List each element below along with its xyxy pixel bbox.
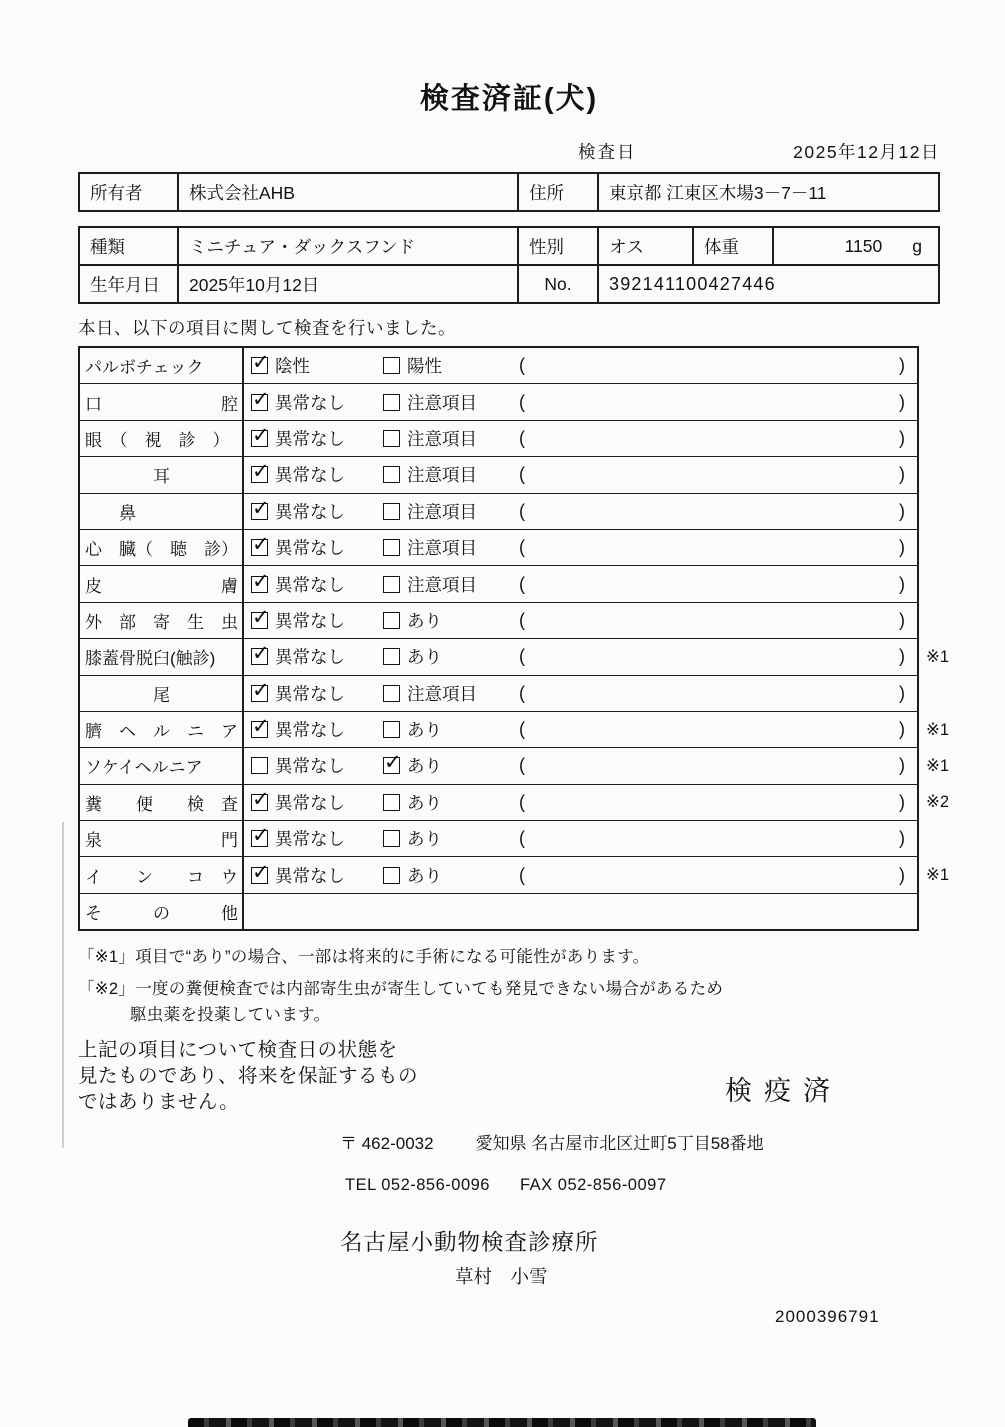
checkbox[interactable] xyxy=(251,539,268,556)
remarks-field xyxy=(511,719,917,740)
option-label: 異常なし xyxy=(275,792,345,813)
checkbox[interactable] xyxy=(251,830,268,847)
weight-cell xyxy=(772,228,938,264)
row-note: ※1 xyxy=(926,647,950,666)
checklist-row xyxy=(80,383,917,419)
remarks-field xyxy=(511,464,917,485)
option-label: あり xyxy=(407,720,442,741)
checkbox[interactable] xyxy=(251,648,268,665)
option-2 xyxy=(376,863,511,888)
checklist-row xyxy=(80,529,917,565)
checklist-row xyxy=(80,565,917,601)
remarks-field xyxy=(511,501,917,522)
option-label: 注意項目 xyxy=(407,538,477,559)
checklist-row xyxy=(80,638,950,674)
checkbox[interactable] xyxy=(383,757,400,774)
disclaimer-line: ではありません。 xyxy=(78,1091,240,1114)
option-label: 異常なし xyxy=(275,392,345,413)
option-label: 異常なし xyxy=(275,465,345,486)
remarks-field xyxy=(511,428,917,449)
sex-value: オス xyxy=(597,228,692,264)
paren-close: ) xyxy=(899,500,905,521)
address-label: 住所 xyxy=(517,174,597,210)
number-label: No. xyxy=(517,264,597,302)
paren-open: ( xyxy=(519,464,525,485)
item-name: そ の 他 xyxy=(80,894,244,929)
option-2 xyxy=(376,826,511,851)
checklist-table xyxy=(78,346,950,931)
option-2 xyxy=(376,462,511,487)
option-label: あり xyxy=(407,756,442,777)
remarks-field xyxy=(511,683,917,704)
checklist-row xyxy=(80,675,917,711)
checkbox[interactable] xyxy=(383,430,400,447)
item-name: 皮 膚 xyxy=(80,566,244,601)
item-name: 鼻 xyxy=(80,494,244,529)
item-name: 尾 xyxy=(80,676,244,711)
option-label: 異常なし xyxy=(275,428,345,449)
option-label: 異常なし xyxy=(275,683,345,704)
option-2 xyxy=(376,790,511,815)
pet-table xyxy=(78,226,940,304)
checkbox[interactable] xyxy=(383,830,400,847)
option-label: 陽性 xyxy=(407,356,442,377)
option-label: あり xyxy=(407,865,442,886)
inspection-date-value: 2025年12月12日 xyxy=(793,142,940,162)
owner-label: 所有者 xyxy=(90,182,143,203)
clinic-address-line xyxy=(340,1129,940,1154)
option-label: 注意項目 xyxy=(407,683,477,704)
option-label: 異常なし xyxy=(275,720,345,741)
checkbox[interactable] xyxy=(383,357,400,374)
checkbox[interactable] xyxy=(251,503,268,520)
sex-label: 性別 xyxy=(517,228,597,264)
paren-open: ( xyxy=(519,355,525,376)
paren-close: ) xyxy=(899,573,905,594)
checklist-row xyxy=(80,820,917,856)
item-name: 外 部 寄 生 虫 xyxy=(80,603,244,638)
checkbox[interactable] xyxy=(383,867,400,884)
footnote-1: 「※1」項目で“あり”の場合、一部は将来的に手術になる可能性があります。 xyxy=(78,948,650,967)
checkbox[interactable] xyxy=(251,757,268,774)
breed-value: ミニチュア・ダックスフンド xyxy=(177,228,517,264)
paren-close: ) xyxy=(899,355,905,376)
item-name: 糞 便 検 査 xyxy=(80,785,244,820)
option-label: あり xyxy=(407,792,442,813)
item-name: 臍 ヘ ル ニ ア xyxy=(80,712,244,747)
checkbox[interactable] xyxy=(251,466,268,483)
item-name: ソケイヘルニア xyxy=(80,748,244,783)
item-name: 眼 （ 視 診 ） xyxy=(80,421,244,456)
option-1 xyxy=(244,572,376,597)
option-1 xyxy=(244,681,376,706)
option-label: 異常なし xyxy=(275,538,345,559)
remarks-field xyxy=(511,537,917,558)
option-1 xyxy=(244,753,376,778)
paren-open: ( xyxy=(519,828,525,849)
weight-unit: g xyxy=(912,235,922,256)
checkbox[interactable] xyxy=(251,612,268,629)
option-label: 注意項目 xyxy=(407,574,477,595)
checkbox[interactable] xyxy=(383,576,400,593)
address-value: 東京都 江東区木場3－7－11 xyxy=(597,174,938,210)
option-label: 注意項目 xyxy=(407,392,477,413)
number-value: 392141100427446 xyxy=(597,264,938,302)
item-name: 耳 xyxy=(80,457,244,492)
paren-open: ( xyxy=(519,500,525,521)
option-label: 注意項目 xyxy=(407,501,477,522)
clinic-phone-line xyxy=(345,1176,940,1195)
postal-code: 〒 462-0032 xyxy=(340,1134,434,1154)
option-1 xyxy=(244,790,376,815)
checklist-row xyxy=(80,784,950,820)
option-label: 異常なし xyxy=(275,574,345,595)
footnote-2: 「※2」一度の糞便検査では内部寄生虫が寄生していても発見できない場合があるため xyxy=(78,980,724,999)
remarks-field xyxy=(511,865,917,886)
scan-edge-line xyxy=(62,822,64,1148)
paren-close: ) xyxy=(899,682,905,703)
remarks-field xyxy=(511,755,917,776)
item-name: 口 腔 xyxy=(80,384,244,419)
paren-close: ) xyxy=(899,646,905,667)
paren-close: ) xyxy=(899,755,905,776)
option-2 xyxy=(376,644,511,669)
checkbox[interactable] xyxy=(383,648,400,665)
row-note: ※1 xyxy=(926,866,950,885)
checkbox[interactable] xyxy=(251,794,268,811)
option-1 xyxy=(244,462,376,487)
paren-open: ( xyxy=(519,646,525,667)
remarks-field xyxy=(511,574,917,595)
remarks-field xyxy=(511,610,917,631)
option-2 xyxy=(376,426,511,451)
scan-bottom-artifact xyxy=(188,1418,816,1427)
clinic-tel: TEL 052-856-0096 xyxy=(345,1176,490,1195)
row-note: ※1 xyxy=(926,756,950,775)
option-2 xyxy=(376,353,511,378)
checkbox[interactable] xyxy=(383,466,400,483)
option-label: あり xyxy=(407,829,442,850)
option-1 xyxy=(244,826,376,851)
checkbox[interactable] xyxy=(251,576,268,593)
option-label: 異常なし xyxy=(275,610,345,631)
remarks-field xyxy=(511,392,917,413)
option-1 xyxy=(244,717,376,742)
option-2 xyxy=(376,499,511,524)
checklist-row xyxy=(80,893,917,929)
item-name: 心 臓（ 聴 診） xyxy=(80,530,244,565)
option-1 xyxy=(244,499,376,524)
remarks-field xyxy=(511,646,917,667)
option-1 xyxy=(244,644,376,669)
item-name: 泉 門 xyxy=(80,821,244,856)
option-label: 異常なし xyxy=(275,865,345,886)
inspection-date-line xyxy=(78,139,940,164)
weight-label: 体重 xyxy=(692,228,772,264)
option-label: 異常なし xyxy=(275,756,345,777)
option-1 xyxy=(244,863,376,888)
option-label: 異常なし xyxy=(275,829,345,850)
checkbox[interactable] xyxy=(383,394,400,411)
option-1 xyxy=(244,535,376,560)
option-1 xyxy=(244,390,376,415)
paren-close: ) xyxy=(899,864,905,885)
birthdate-label: 生年月日 xyxy=(80,264,177,302)
paren-close: ) xyxy=(899,791,905,812)
checkbox[interactable] xyxy=(383,794,400,811)
checklist-row xyxy=(80,711,950,747)
paren-open: ( xyxy=(519,682,525,703)
inspection-date-label: 検査日 xyxy=(578,142,637,162)
option-1 xyxy=(244,608,376,633)
paren-open: ( xyxy=(519,427,525,448)
veterinarian-name: 草村 小雪 xyxy=(455,1266,548,1288)
row-note: ※2 xyxy=(926,793,950,812)
paren-open: ( xyxy=(519,391,525,412)
footnote-2-continuation: 駆虫薬を投薬しています。 xyxy=(130,1006,331,1025)
clinic-address: 愛知県 名古屋市北区辻町5丁目58番地 xyxy=(475,1134,764,1154)
paren-open: ( xyxy=(519,791,525,812)
checklist-row xyxy=(80,420,917,456)
checklist-row xyxy=(80,856,950,892)
remarks-field xyxy=(511,792,917,813)
breed-label: 種類 xyxy=(90,236,125,257)
checklist-row xyxy=(80,348,917,383)
disclaimer-line: 見たものであり、将来を保証するもの xyxy=(78,1065,419,1088)
option-label: 異常なし xyxy=(275,501,345,522)
birthdate-value: 2025年10月12日 xyxy=(177,264,517,302)
clinic-name: 名古屋小動物検査診療所 xyxy=(340,1230,599,1256)
paren-open: ( xyxy=(519,864,525,885)
remarks-field xyxy=(511,355,917,376)
checklist-row xyxy=(80,493,917,529)
checkbox[interactable] xyxy=(251,357,268,374)
option-1 xyxy=(244,426,376,451)
item-name: イ ン コ ウ xyxy=(80,857,244,892)
owner-table xyxy=(78,172,940,212)
item-name: 膝蓋骨脱臼(触診) xyxy=(80,639,244,674)
quarantine-passed-stamp: 検疫済 xyxy=(725,1076,842,1107)
paren-close: ) xyxy=(899,464,905,485)
checkbox[interactable] xyxy=(383,612,400,629)
option-2 xyxy=(376,681,511,706)
intro-text: 本日、以下の項目に関して検査を行いました。 xyxy=(78,318,456,338)
paren-close: ) xyxy=(899,537,905,558)
owner-value: 株式会社AHB xyxy=(177,174,517,210)
checkbox[interactable] xyxy=(251,721,268,738)
checklist-row xyxy=(80,456,917,492)
option-label: あり xyxy=(407,610,442,631)
remarks-field xyxy=(511,828,917,849)
paren-close: ) xyxy=(899,427,905,448)
paren-close: ) xyxy=(899,391,905,412)
paren-open: ( xyxy=(519,573,525,594)
checkbox[interactable] xyxy=(383,503,400,520)
option-1 xyxy=(244,353,376,378)
checkbox[interactable] xyxy=(383,685,400,702)
paren-close: ) xyxy=(899,828,905,849)
option-2 xyxy=(376,535,511,560)
option-2 xyxy=(376,390,511,415)
disclaimer-block xyxy=(78,1037,940,1115)
item-name: パルボチェック xyxy=(80,348,244,383)
option-label: 注意項目 xyxy=(407,428,477,449)
checkbox[interactable] xyxy=(251,430,268,447)
option-2 xyxy=(376,753,511,778)
row-note: ※1 xyxy=(926,720,950,739)
paren-open: ( xyxy=(519,755,525,776)
paren-close: ) xyxy=(899,609,905,630)
paren-close: ) xyxy=(899,719,905,740)
checkbox[interactable] xyxy=(251,685,268,702)
option-2 xyxy=(376,572,511,597)
disclaimer-line: 上記の項目について検査日の状態を xyxy=(78,1039,398,1062)
paren-open: ( xyxy=(519,537,525,558)
paren-open: ( xyxy=(519,719,525,740)
checkbox[interactable] xyxy=(383,721,400,738)
option-label: 異常なし xyxy=(275,647,345,668)
checkbox[interactable] xyxy=(251,394,268,411)
checklist-row xyxy=(80,602,917,638)
checklist-row xyxy=(80,747,950,783)
option-label: あり xyxy=(407,647,442,668)
checkbox[interactable] xyxy=(383,539,400,556)
checkbox[interactable] xyxy=(251,867,268,884)
option-2 xyxy=(376,717,511,742)
serial-number: 2000396791 xyxy=(775,1307,880,1327)
page-title: 検査済証(犬) xyxy=(419,83,599,115)
option-label: 陰性 xyxy=(275,356,310,377)
paren-open: ( xyxy=(519,609,525,630)
option-label: 注意項目 xyxy=(407,465,477,486)
clinic-fax: FAX 052-856-0097 xyxy=(520,1176,667,1195)
option-2 xyxy=(376,608,511,633)
weight-value: 1150 xyxy=(844,235,883,256)
